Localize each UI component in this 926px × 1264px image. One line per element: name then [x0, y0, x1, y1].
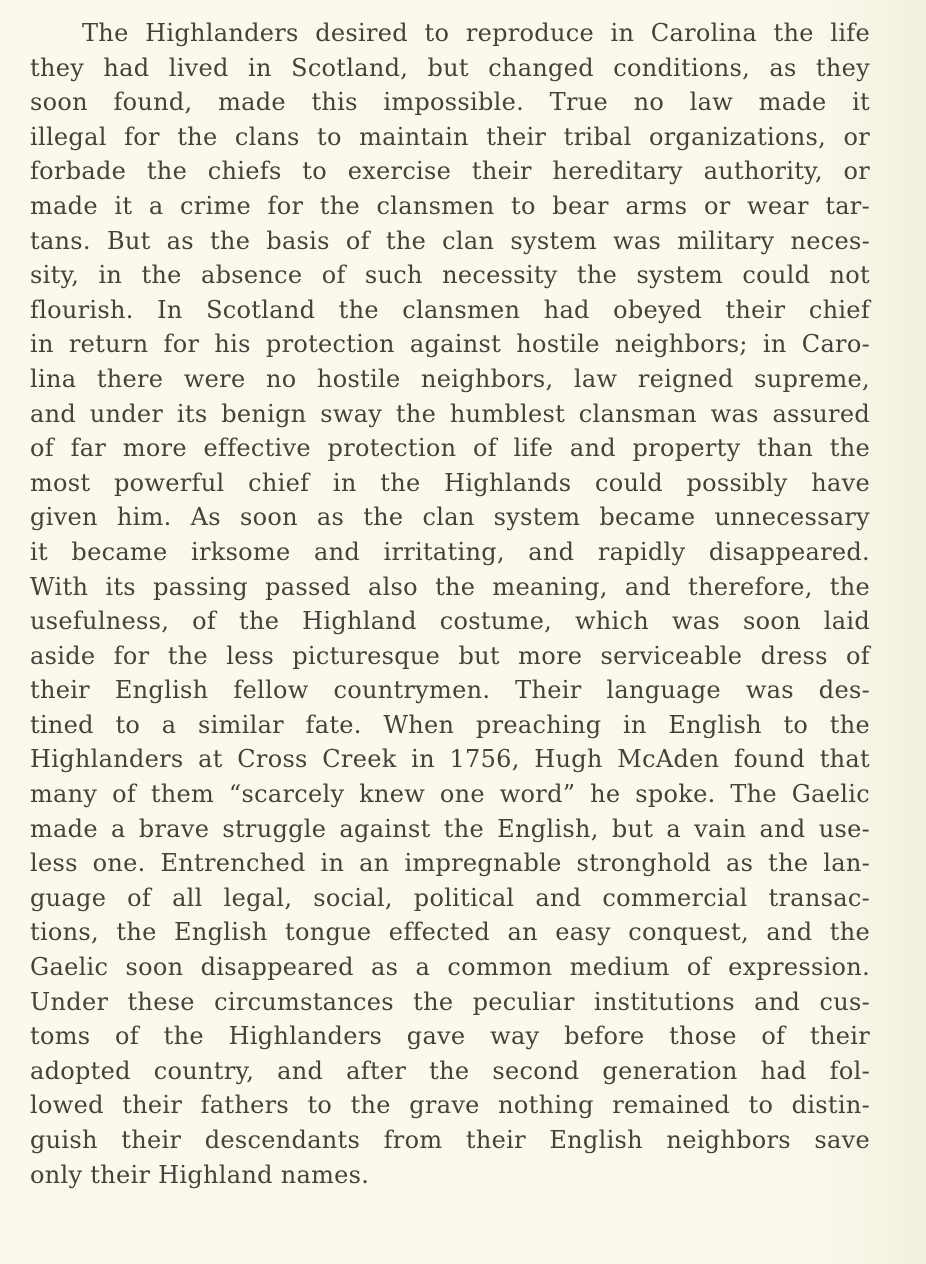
text-line: Gaelic soon disappeared as a common medium of expression.: [30, 953, 870, 982]
text-line: guish their descendants from their English neighbors save: [30, 1126, 870, 1154]
text-line: guage of all legal, social, political and commercial transac-: [30, 883, 870, 912]
text-line: they had lived in Scotland, but changed conditions, as they: [30, 53, 870, 82]
text-line: The Highlanders desired to reproduce in Carolina the life: [82, 19, 870, 47]
text-line: only their Highland names.: [30, 1160, 370, 1189]
text-line: in return for his protection against hostile neighbors; in Caro-: [30, 330, 870, 359]
text-line: illegal for the clans to maintain their tribal organizations, or: [30, 122, 870, 151]
text-line: of far more effective protection of life and property than the: [30, 434, 870, 463]
text-line: Highlanders at Cross Creek in 1756, Hugh McAden found that: [30, 745, 870, 774]
text-line: lowed their fathers to the grave nothing remained to distin-: [30, 1091, 870, 1120]
text-line: lina there were no hostile neighbors, law reigned supreme,: [30, 364, 870, 393]
paragraph: [30, 16, 870, 1192]
text-line: Under these circumstances the peculiar institutions and cus-: [30, 987, 870, 1016]
text-line: toms of the Highlanders gave way before those of their: [30, 1022, 870, 1051]
text-line: most powerful chief in the Highlands could possibly have: [30, 468, 870, 497]
text-line: aside for the less picturesque but more serviceable dress of: [30, 641, 870, 670]
text-line: flourish. In Scotland the clansmen had obeyed their chief: [30, 295, 870, 324]
text-line: it became irksome and irritating, and rapidly disappeared.: [30, 537, 870, 566]
text-line: their English fellow countrymen. Their language was des-: [30, 676, 870, 705]
text-line: sity, in the absence of such necessity the system could not: [30, 261, 870, 290]
text-line: forbade the chiefs to exercise their hereditary authority, or: [30, 157, 870, 186]
text-line: given him. As soon as the clan system became unnecessary: [30, 503, 870, 532]
text-line: tions, the English tongue effected an easy conquest, and the: [30, 918, 870, 947]
text-line: tans. But as the basis of the clan system was military neces-: [30, 226, 870, 255]
text-line: adopted country, and after the second generation had fol-: [30, 1056, 870, 1085]
text-line: made it a crime for the clansmen to bear arms or wear tar-: [30, 191, 870, 220]
text-line: soon found, made this impossible. True no law made it: [30, 88, 870, 117]
text-line: usefulness, of the Highland costume, which was soon laid: [30, 607, 870, 636]
text-line: and under its benign sway the humblest clansman was assured: [30, 399, 870, 428]
text-line: made a brave struggle against the English, but a vain and use-: [30, 814, 870, 843]
text-line: With its passing passed also the meaning, and therefore, the: [30, 572, 870, 601]
text-line: less one. Entrenched in an impregnable stronghold as the lan-: [30, 849, 870, 878]
text-line: tined to a similar fate. When preaching in English to the: [30, 710, 870, 739]
text-line: many of them “scarcely knew one word” he spoke. The Gaelic: [30, 780, 870, 809]
